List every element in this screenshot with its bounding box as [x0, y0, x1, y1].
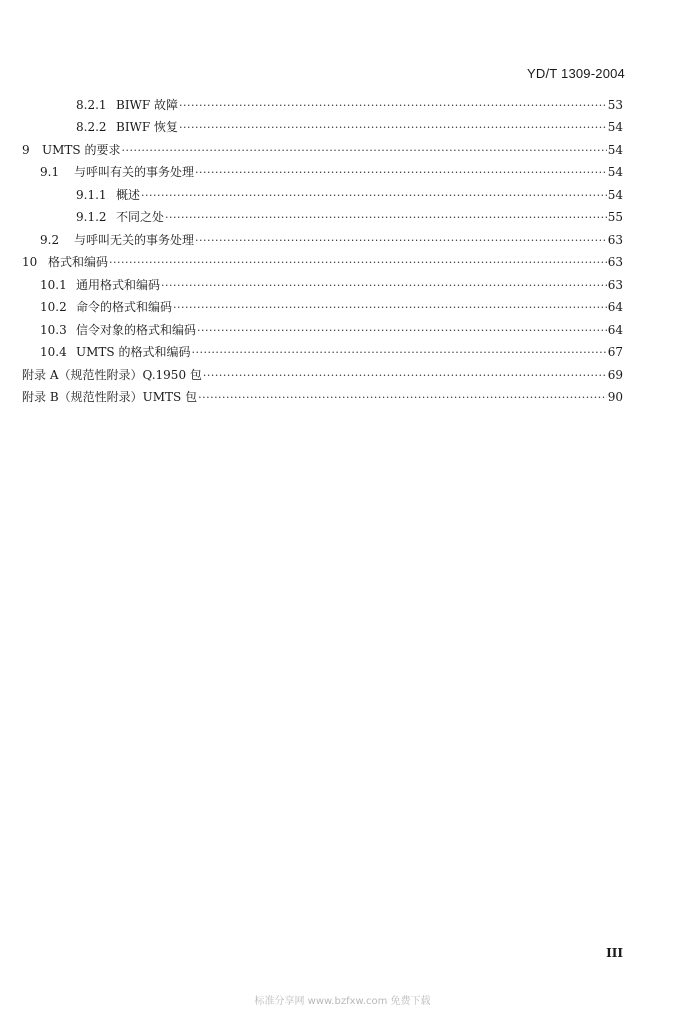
toc-entry-8-2-1: [76, 96, 623, 114]
toc-entry-9-2: [40, 231, 623, 249]
toc-leader: [173, 299, 607, 317]
toc-number: 9.1.1: [76, 188, 107, 202]
toc-number: 10.4: [40, 345, 67, 359]
toc-entry-10-3: [40, 321, 623, 339]
toc-leader: [161, 277, 607, 295]
toc-number: 8.2.1: [76, 98, 107, 112]
toc-page: 67: [607, 345, 623, 359]
toc-number: 9.1.2: [76, 210, 107, 224]
toc-number: 9: [22, 143, 30, 157]
page-number: III: [606, 946, 623, 960]
toc-page: 63: [607, 278, 623, 292]
toc-number: 9.1: [40, 165, 60, 179]
toc-number: 9.2: [40, 233, 60, 247]
toc-number: 8.2.2: [76, 120, 107, 134]
toc-page: 54: [607, 120, 623, 134]
toc-page: 54: [607, 165, 623, 179]
toc-leader: [121, 142, 606, 160]
toc-page: 55: [607, 210, 623, 224]
toc-entry-10-2: [40, 298, 623, 316]
toc-leader: [203, 367, 607, 385]
toc-entry-9-1-2: [76, 208, 623, 226]
toc-number: 10.1: [40, 278, 67, 292]
toc-entry-9-1-1: [76, 186, 623, 204]
watermark-text: 标准分享网 www.bzfxw.com 免费下载: [254, 996, 431, 1007]
toc-leader: [198, 389, 607, 407]
toc-entry-10-4: [40, 343, 623, 361]
toc-title: UMTS 的格式和编码: [76, 345, 191, 359]
toc-title: 附录 B（规范性附录）UMTS 包: [22, 390, 198, 404]
toc-leader: [179, 97, 607, 115]
toc-entry-8-2-2: [76, 118, 623, 136]
toc-page: 53: [607, 98, 623, 112]
toc-title: BIWF 恢复: [116, 120, 179, 134]
toc-leader: [195, 164, 607, 182]
toc-page: 54: [607, 188, 623, 202]
toc-leader: [197, 322, 607, 340]
toc-title: 信令对象的格式和编码: [76, 323, 197, 337]
toc-title: 通用格式和编码: [76, 278, 161, 292]
toc-page: 90: [607, 390, 623, 404]
toc-page: 64: [607, 300, 623, 314]
toc-title: 不同之处: [116, 210, 165, 224]
toc-page: 63: [607, 255, 623, 269]
toc-title: 命令的格式和编码: [76, 300, 173, 314]
toc-title: 附录 A（规范性附录）Q.1950 包: [22, 368, 202, 382]
document-code: YD/T 1309-2004: [527, 66, 625, 81]
toc-title: BIWF 故障: [116, 98, 179, 112]
toc-leader: [165, 209, 607, 227]
toc-number: 10.3: [40, 323, 67, 337]
toc-page: 63: [607, 233, 623, 247]
toc-number: 10.2: [40, 300, 67, 314]
toc-leader: [191, 344, 606, 362]
toc-number: 10: [22, 255, 38, 269]
toc-title: 与呼叫有关的事务处理: [74, 165, 195, 179]
toc-entry-10: [22, 253, 623, 271]
toc-title: UMTS 的要求: [42, 143, 121, 157]
toc-leader: [195, 232, 607, 250]
toc-title: 格式和编码: [48, 255, 109, 269]
toc-title: 概述: [116, 188, 141, 202]
toc-title: 与呼叫无关的事务处理: [74, 233, 195, 247]
toc-page: 64: [607, 323, 623, 337]
toc-entry-9-1: [40, 163, 623, 181]
toc-page: 69: [607, 368, 623, 382]
toc-page: 54: [607, 143, 623, 157]
toc-entry-appendix-b: [22, 388, 623, 406]
toc-entry-appendix-a: [22, 366, 623, 384]
toc-leader: [141, 187, 607, 205]
toc-entry-9: [22, 141, 623, 159]
toc-leader: [179, 119, 607, 137]
toc-entry-10-1: [40, 276, 623, 294]
toc-leader: [109, 254, 607, 272]
